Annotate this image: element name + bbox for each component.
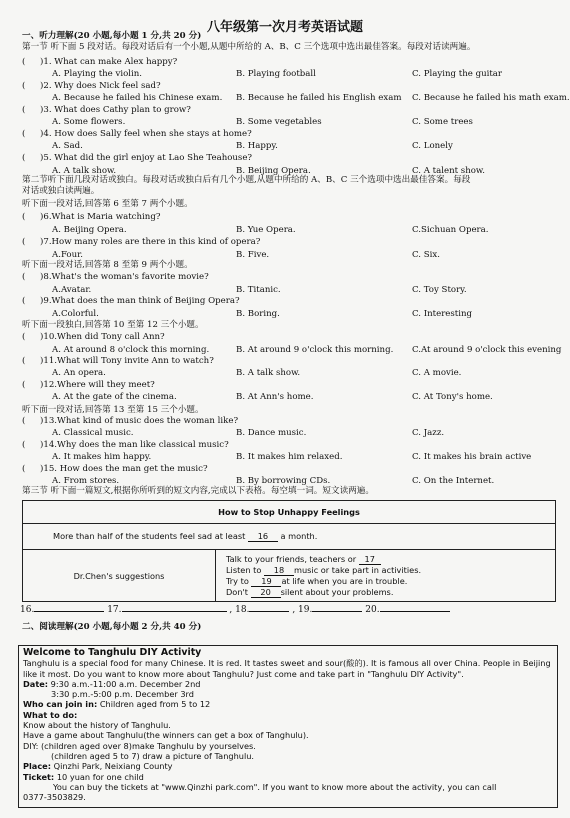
- option-b: B. Dance music.: [236, 428, 307, 438]
- blank-17[interactable]: 17: [359, 554, 381, 565]
- table-row-1: More than half of the students feel sad at least 16 a month.: [23, 524, 556, 550]
- option-b: B. At around 9 o'clock this morning.: [236, 345, 394, 355]
- intro-6-7: 听下面一段对话,回答第 6 至第 7 两个小题。: [22, 199, 193, 209]
- option-a: A. Playing the violin.: [52, 69, 143, 79]
- question-stem: )12.Where will they meet?: [40, 380, 155, 390]
- question-stem: )3. What does Cathy plan to grow?: [40, 105, 191, 115]
- section1-instruction: 第一节 听下面 5 段对话。每段对话后有一个小题,从题中所给的 A、B、C 三个选项中选出最佳答案。每段对话读两遍。: [22, 42, 476, 52]
- suggestions-label: Dr.Chen's suggestions: [23, 550, 216, 602]
- question-stem: )4. How does Sally feel when she stays at home?: [40, 129, 252, 139]
- question-stem: )7.How many roles are there in this kind of opera?: [40, 237, 261, 247]
- option-b: B. A talk show.: [236, 368, 301, 378]
- answer-line-17[interactable]: [122, 602, 227, 612]
- table-heading: How to Stop Unhappy Feelings: [23, 501, 556, 524]
- option-c: C. Six.: [412, 250, 440, 260]
- reading-passage-box: Welcome to Tanghulu DIY Activity Tanghulu is a special food for many Chinese. It is red. It tastes sweet and sour(酸的). It is famous all over China. People in Beijing like it most. Do you want to know more about Tanghulu? Just come and take part in "Tanghulu DIY Activity". Date: 9:30 a.m.-11:00 a.m. December 2nd 3:30 p.m.-5:00 p.m. December 3rd Who can join in: Children aged from 5 to 12 What to do: Know about the history of Tanghulu. Have a game about Tanghulu(the winners can get a box of Tanghulu). DIY: (children aged over 8)make Tanghulu by yourselves. (children aged 5 to 7) draw a picture of Tanghulu. Place: Qinzhi Park, Neixiang County Ticket: 10 yuan for one child You can buy the tickets at "www.Qinzhi park.com". If you want to know more about the activity, you can call 0377-3503829.: [18, 645, 558, 808]
- intro-8-9: 听下面一段对话,回答第 8 至第 9 两个小题。: [22, 260, 193, 270]
- option-c: C.At around 9 o'clock this evening: [412, 345, 562, 355]
- option-a: A. A talk show.: [52, 166, 117, 176]
- question-stem: )13.What kind of music does the woman like?: [40, 416, 239, 426]
- option-b: B. Because he failed his English exam: [236, 93, 402, 103]
- question-stem: )9.What does the man think of Beijing Opera?: [40, 296, 240, 306]
- answer-paren[interactable]: (: [22, 296, 26, 306]
- intro-10-12: 听下面一段独白,回答第 10 至第 12 三个小题。: [22, 320, 204, 330]
- option-b: B. Some vegetables: [236, 117, 322, 127]
- answer-paren[interactable]: (: [22, 272, 26, 282]
- answer-paren[interactable]: (: [22, 416, 26, 426]
- option-b: B. Playing football: [236, 69, 316, 79]
- section2-instruction: 第二节听下面几段对话或独白。每段对话或独白后有几个小题,从题中所给的 A、B、C 三个选项中选出最佳答案。每段: [22, 175, 471, 185]
- answer-line-16[interactable]: [34, 602, 104, 612]
- option-c: C. It makes his brain active: [412, 452, 532, 462]
- option-a: A. Some flowers.: [52, 117, 126, 127]
- option-a: A. At the gate of the cinema.: [52, 392, 177, 402]
- answer-paren[interactable]: (: [22, 440, 26, 450]
- question-stem: )1. What can make Alex happy?: [40, 57, 178, 67]
- blank-19[interactable]: 19: [251, 576, 281, 587]
- option-a: A.Avatar.: [52, 285, 92, 295]
- listening-table: [22, 500, 556, 602]
- option-c: C. Lonely: [412, 141, 453, 151]
- option-a: A. From stores.: [52, 476, 120, 486]
- answer-paren[interactable]: (: [22, 380, 26, 390]
- option-c: C. A talent show.: [412, 166, 485, 176]
- option-b: B. It makes him relaxed.: [236, 452, 343, 462]
- answer-paren[interactable]: (: [22, 105, 26, 115]
- option-a: A.Colorful.: [52, 309, 99, 319]
- option-a: A. Sad.: [52, 141, 83, 151]
- option-c: C. On the Internet.: [412, 476, 495, 486]
- option-b: B. At Ann's home.: [236, 392, 314, 402]
- option-c: C. Jazz.: [412, 428, 445, 438]
- answer-paren[interactable]: (: [22, 129, 26, 139]
- part1-heading: 一、听力理解(20 小题,每小题 1 分,共 20 分): [22, 31, 202, 41]
- section2-instruction-cont: 对话或独白读两遍。: [22, 186, 100, 196]
- answer-blanks: 16. 17. , 18. , 19. 20.: [20, 602, 450, 615]
- option-a: A.Four.: [52, 250, 84, 260]
- blank-18[interactable]: 18: [264, 565, 294, 576]
- option-b: B. Titanic.: [236, 285, 281, 295]
- option-a: A. Classical music.: [52, 428, 134, 438]
- option-c: C. Toy Story.: [412, 285, 467, 295]
- question-stem: )10.When did Tony call Ann?: [40, 332, 165, 342]
- answer-paren[interactable]: (: [22, 464, 26, 474]
- answer-paren[interactable]: (: [22, 81, 26, 91]
- suggestions-list: Talk to your friends, teachers or 17 Listen to 18 music or take part in activities. Try to 19 at life when you are in trouble. Don't 20 silent about your problems.: [216, 550, 556, 602]
- option-c: C. Playing the guitar: [412, 69, 503, 79]
- option-c: C. At Tony's home.: [412, 392, 493, 402]
- question-stem: )5. What did the girl enjoy at Lao She Teahouse?: [40, 153, 253, 163]
- option-b: B. Yue Opera.: [236, 225, 296, 235]
- answer-line-19[interactable]: [312, 602, 362, 612]
- option-b: B. By borrowing CDs.: [236, 476, 331, 486]
- option-c: C.Sichuan Opera.: [412, 225, 489, 235]
- reading-paragraph: Tanghulu is a special food for many Chinese. It is red. It tastes sweet and sour(酸的). It is famous all over China. People in Beijing like it most. Do you want to know more about Tanghulu? Just come and take part in "Tanghulu DIY Activity".: [23, 658, 551, 679]
- answer-line-18[interactable]: [249, 602, 289, 612]
- answer-paren[interactable]: (: [22, 356, 26, 366]
- answer-paren[interactable]: (: [22, 237, 26, 247]
- blank-16[interactable]: 16: [248, 531, 278, 542]
- option-a: A. Because he failed his Chinese exam.: [52, 93, 223, 103]
- option-c: C. Some trees: [412, 117, 473, 127]
- question-stem: )11.What will Tony invite Ann to watch?: [40, 356, 214, 366]
- option-a: A. An opera.: [52, 368, 106, 378]
- question-stem: )2. Why does Nick feel sad?: [40, 81, 161, 91]
- answer-paren[interactable]: (: [22, 212, 26, 222]
- option-c: C. Because he failed his math exam.: [412, 93, 570, 103]
- blank-20[interactable]: 20: [251, 587, 281, 598]
- section3-instruction: 第三节 听下面一篇短文,根据你所听到的短文内容,完成以下表格。每空填一词。短文读两遍。: [22, 486, 374, 496]
- answer-line-20[interactable]: [380, 602, 450, 612]
- option-b: B. Five.: [236, 250, 270, 260]
- question-stem: )6.What is Maria watching?: [40, 212, 161, 222]
- answer-paren[interactable]: (: [22, 332, 26, 342]
- reading-title: Welcome to Tanghulu DIY Activity: [23, 647, 202, 658]
- question-stem: )15. How does the man get the music?: [40, 464, 208, 474]
- option-a: A. At around 8 o'clock this morning.: [52, 345, 210, 355]
- option-a: A. Beijing Opera.: [52, 225, 127, 235]
- question-stem: )8.What's the woman's favorite movie?: [40, 272, 209, 282]
- page-title: 八年级第一次月考英语试题: [206, 20, 363, 35]
- option-c: C. Interesting: [412, 309, 473, 319]
- option-a: A. It makes him happy.: [52, 452, 152, 462]
- answer-paren[interactable]: (: [22, 57, 26, 67]
- option-b: B. Happy.: [236, 141, 278, 151]
- option-c: C. A movie.: [412, 368, 462, 378]
- question-stem: )14.Why does the man like classical music?: [40, 440, 229, 450]
- intro-13-15: 听下面一段对话,回答第 13 至第 15 三个小题。: [22, 405, 204, 415]
- answer-paren[interactable]: (: [22, 153, 26, 163]
- option-b: B. Boring.: [236, 309, 280, 319]
- option-b: B. Beijing Opera.: [236, 166, 311, 176]
- part2-heading: 二、阅读理解(20 小题,每小题 2 分,共 40 分): [22, 622, 202, 632]
